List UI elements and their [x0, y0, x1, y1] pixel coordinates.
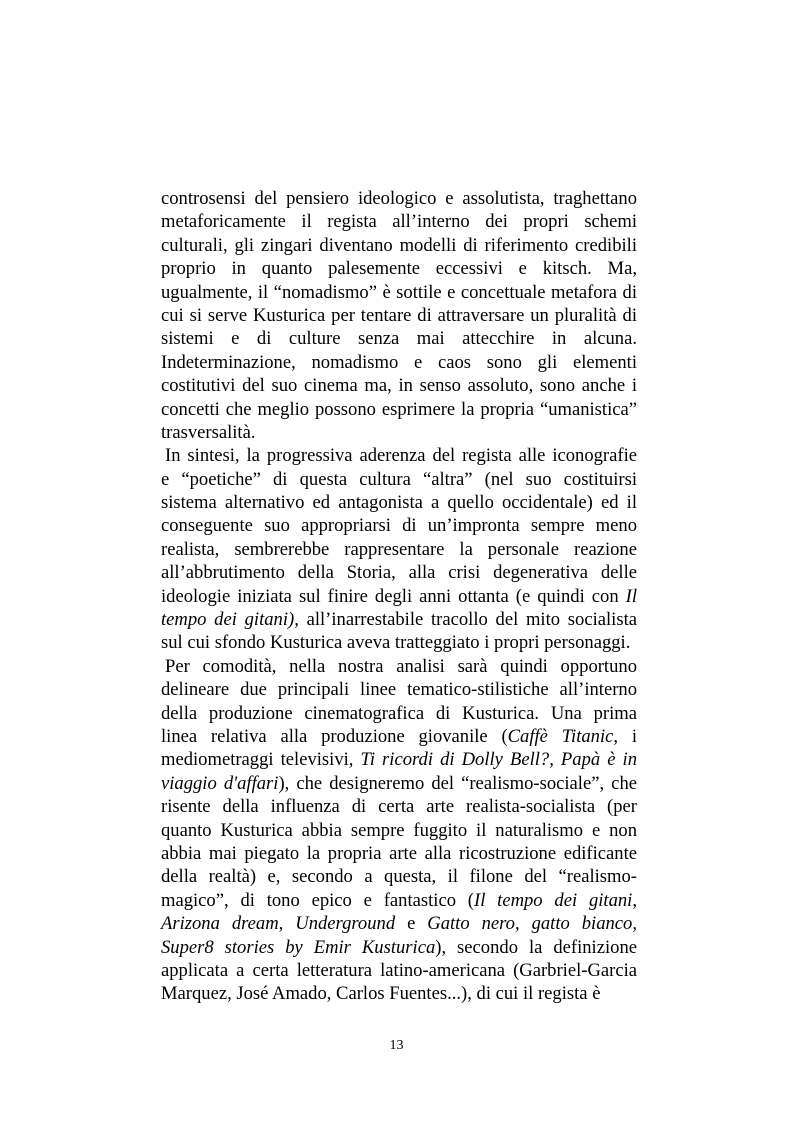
text-line	[161, 959, 637, 982]
text-line	[161, 491, 637, 514]
italic-title-span: tempo dei gitani),	[161, 609, 299, 631]
text-span: della realtà) e, secondo a questa, il filone del “realismo-	[161, 866, 637, 888]
text-line	[161, 678, 637, 701]
text-span: linea relativa alla produzione giovanile (	[161, 725, 508, 747]
text-line	[161, 585, 637, 608]
text-span: ideologie iniziata sul finire degli anni ottanta (e quindi con	[161, 585, 626, 607]
text-line	[161, 234, 637, 257]
text-span: sul cui sfondo Kusturica aveva tratteggiato i propri personaggi.	[161, 632, 631, 654]
italic-title-span: Ti ricordi di Dolly Bell?, Papà è in	[360, 749, 637, 771]
text-line	[161, 351, 637, 374]
italic-title-span: Underground	[295, 913, 396, 935]
text-line	[161, 702, 637, 725]
text-span: trasversalità.	[161, 421, 256, 443]
text-line	[161, 936, 637, 959]
text-line	[161, 514, 637, 537]
text-line	[161, 421, 637, 444]
text-line	[161, 257, 637, 280]
text-span: ,	[278, 913, 296, 935]
text-line	[161, 327, 637, 350]
text-span: controsensi del pensiero ideologico e assolutista, traghettano	[161, 188, 637, 209]
text-line	[161, 842, 637, 865]
text-span: In sintesi, la progressiva aderenza del regista alle iconografie	[165, 445, 637, 467]
text-line	[161, 374, 637, 397]
text-span: ), secondo la definizione	[435, 936, 637, 958]
text-span: all’abbrutimento della Storia, alla crisi degenerativa delle	[161, 562, 637, 584]
italic-title-span: Gatto nero, gatto bianco,	[427, 913, 637, 935]
text-span: Marquez, José Amado, Carlos Fuentes...), di cui il regista è	[161, 983, 601, 1005]
text-line	[161, 210, 637, 233]
text-span: cui si serve Kusturica per tentare di attraversare un pluralità di	[161, 304, 637, 326]
text-span: Indeterminazione, nomadismo e caos sono gli elementi	[161, 351, 637, 373]
text-line	[161, 772, 637, 795]
text-span: e “poetiche” di questa cultura “altra” (nel suo costituirsi	[161, 468, 637, 490]
text-span: risente della influenza di certa arte realista-socialista (per	[161, 796, 637, 818]
text-span: conseguente suo appropriarsi di un’impronta sempre meno	[161, 515, 637, 537]
text-line	[161, 982, 637, 1005]
text-line	[161, 281, 637, 304]
italic-title-span: Super8 stories by Emir Kusturica	[161, 936, 436, 958]
text-line	[161, 608, 637, 631]
text-span: abbia mai piegato la propria arte alla ricostruzione edificante	[161, 842, 637, 864]
text-span: culturali, gli zingari diventano modelli di riferimento credibili	[161, 234, 637, 256]
text-line	[161, 889, 637, 912]
text-line	[161, 725, 637, 748]
text-line	[161, 819, 637, 842]
text-line	[161, 538, 637, 561]
text-span: realista, sembrerebbe rappresentare la personale reazione	[161, 538, 637, 560]
text-span: all’inarrestabile tracollo del mito socialista	[298, 609, 637, 631]
italic-title-span: Caffè Titanic	[507, 725, 614, 747]
text-span: applicata a certa letteratura latino-americana (Garbriel-Garcia	[161, 959, 637, 981]
text-line	[161, 655, 637, 678]
text-span: concetti che meglio possono esprimere la propria “umanistica”	[161, 398, 637, 420]
text-span: Per comodità, nella nostra analisi sarà quindi opportuno	[165, 655, 637, 677]
text-line	[161, 795, 637, 818]
text-span: ), che designeremo del “realismo-sociale”, che	[278, 772, 637, 794]
text-span: magico”, di tono epico e fantastico (	[161, 889, 474, 911]
italic-title-span: Il tempo dei gitani	[474, 889, 633, 911]
text-line	[161, 865, 637, 888]
text-line	[161, 398, 637, 421]
text-span: della produzione cinematografica di Kusturica. Una prima	[161, 702, 637, 724]
text-line	[161, 187, 637, 210]
text-span: costitutivi del suo cinema ma, in senso assoluto, sono anche i	[161, 375, 637, 397]
text-span: sistemi e di culture senza mai attecchire in alcuna.	[161, 328, 637, 350]
text-line	[161, 468, 637, 491]
text-span: mediometraggi televisivi,	[161, 749, 361, 771]
text-span: metaforicamente il regista all’interno dei propri schemi	[161, 211, 637, 233]
text-span: quanto Kusturica abbia sempre fuggito il naturalismo e non	[161, 819, 637, 841]
text-span: delineare due principali linee tematico-stilistiche all’interno	[161, 679, 637, 701]
page-number: 13	[389, 1038, 404, 1053]
text-line	[161, 444, 637, 467]
text-span: proprio in quanto palesemente eccessivi e kitsch. Ma,	[161, 258, 637, 280]
text-line	[161, 631, 637, 654]
text-span: e	[395, 913, 428, 935]
text-line	[161, 912, 637, 935]
text-line	[161, 748, 637, 771]
text-span: ugualmente, il “nomadismo” è sottile e concettuale metafora di	[161, 281, 637, 303]
italic-title-span: Arizona dream	[161, 913, 279, 935]
text-span: ,	[632, 889, 637, 911]
text-span: sistema alternativo ed antagonista a quello occidentale) ed il	[161, 492, 637, 514]
text-line	[161, 304, 637, 327]
body-text	[161, 187, 637, 1006]
italic-title-span: Il	[625, 585, 637, 607]
text-span: , i	[613, 725, 637, 747]
italic-title-span: viaggio d'affari	[161, 772, 279, 794]
text-line	[161, 561, 637, 584]
